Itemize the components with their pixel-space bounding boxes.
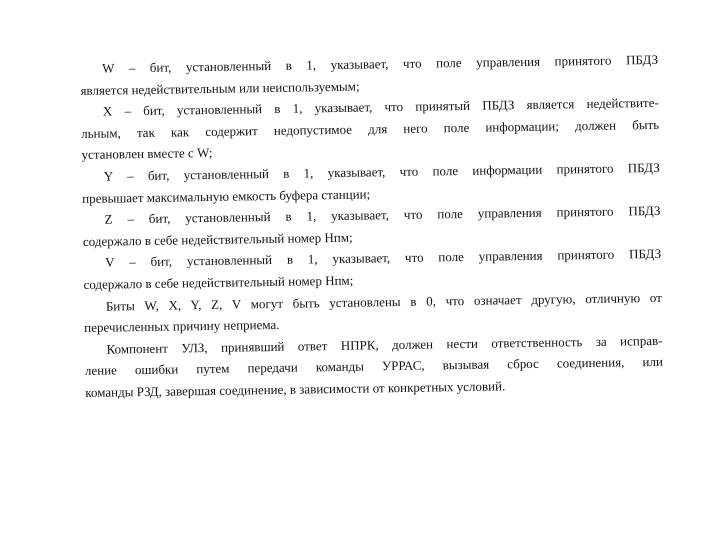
text-line: команды РЗД, завершая соединение, в зависимости от конкретных условий.	[85, 378, 506, 400]
text-line: Y – бит, установленный в 1, указывает, что поле информации принятого ПБДЗ	[103, 159, 660, 184]
document-text	[80, 49, 663, 404]
text-line: Z – бит, установленный в 1, указывает, что поле управления принятого ПБДЗ	[104, 203, 661, 227]
text-line: V – бит, установленный в 1, указывает, что поле управления принятого ПБДЗ	[105, 246, 662, 270]
text-line: W – бит, установленный в 1, указывает, что поле управления принятого ПБДЗ	[102, 51, 659, 76]
text-line: содержало в себе недействительный номер Нпм;	[83, 272, 354, 292]
text-line: является недействительным или неиспользуемым;	[80, 78, 360, 98]
text-line: перечисленных причину неприема.	[84, 317, 280, 336]
text-line: содержало в себе недействительный номер Нпм;	[82, 229, 353, 249]
text-line: Компонент УЛЗ, принявший ответ НПРК, должен нести ответственность за исправ-	[106, 332, 663, 357]
text-line: ление ошибки путем передачи команды УРРАС, вызывая сброс соединения, или	[84, 354, 663, 379]
text-line: X – бит, установленный в 1, указывает, что принятый ПБДЗ является недействите-	[102, 95, 659, 119]
text-line: Биты W, X, Y, Z, V могут быть установлены в 0, что означает другую, отличную от	[105, 289, 662, 314]
text-line: установлен вместе с W;	[81, 145, 213, 163]
text-line: превышает максимальную емкость буфера станции;	[82, 186, 371, 206]
text-line: льным, так как содержит недопустимое для него поле информации; должен быть	[81, 116, 660, 141]
